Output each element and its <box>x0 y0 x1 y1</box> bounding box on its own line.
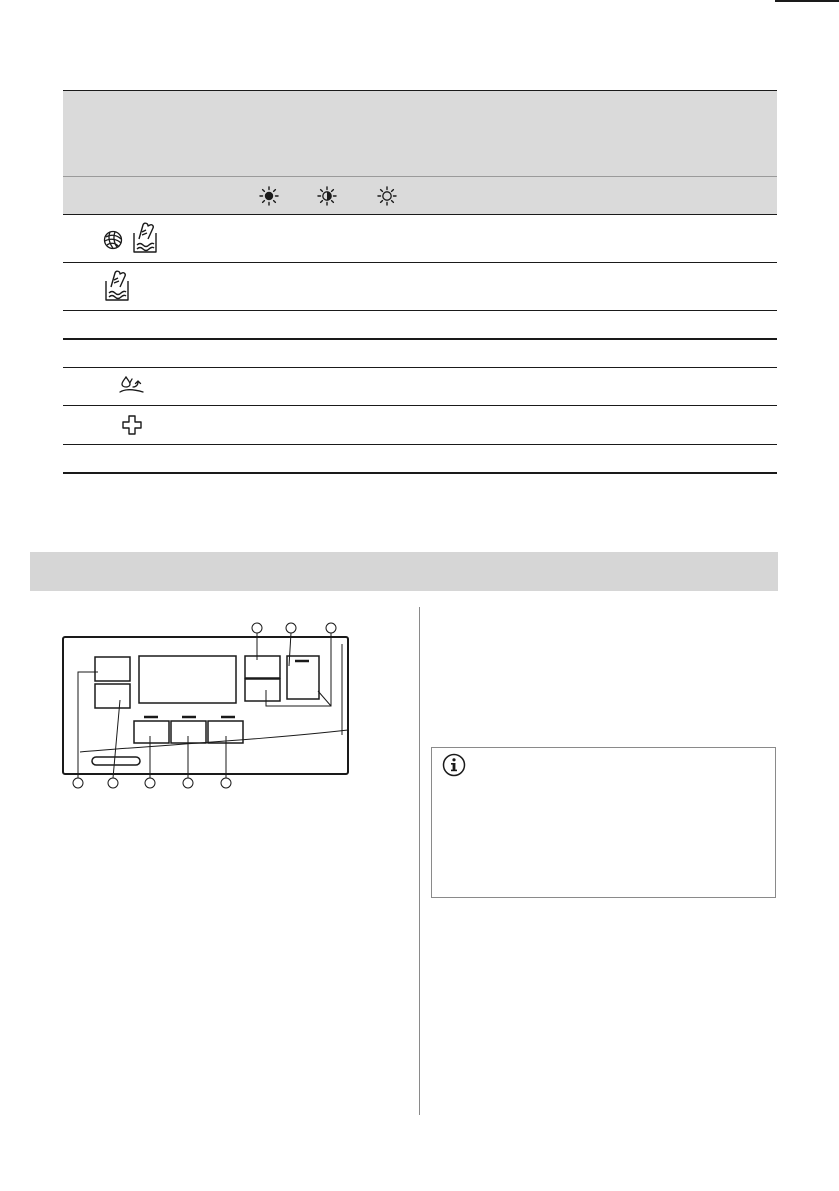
table-subheader <box>63 177 777 215</box>
table-row <box>63 406 777 445</box>
callout-marker <box>183 778 193 788</box>
callout-marker <box>145 778 155 788</box>
panel-button <box>245 656 280 678</box>
info-note <box>431 747 776 898</box>
callout-marker <box>326 623 336 633</box>
table-row <box>63 340 777 368</box>
panel-button <box>95 684 130 708</box>
table-row <box>63 368 777 406</box>
panel-display <box>139 656 236 703</box>
control-panel-diagram <box>60 615 360 790</box>
plus-icon <box>121 414 143 436</box>
wool-icon <box>102 229 124 251</box>
info-icon <box>442 753 466 777</box>
panel-button <box>245 679 280 701</box>
panel-slot <box>92 757 140 765</box>
drain-spin-icon <box>119 375 145 397</box>
callout-marker <box>286 623 296 633</box>
callout-marker <box>221 778 231 788</box>
section-header <box>30 552 778 591</box>
panel-curve <box>80 730 348 752</box>
sun-half-icon <box>317 186 337 206</box>
panel-button <box>287 656 319 699</box>
table-row <box>63 311 777 340</box>
table-row <box>63 445 777 474</box>
table-row <box>63 263 777 311</box>
callout-line <box>318 691 331 706</box>
column-divider <box>419 607 420 1115</box>
handwash-icon <box>131 221 159 255</box>
program-table <box>63 90 777 474</box>
sun-filled-icon <box>259 186 279 206</box>
table-header <box>63 90 777 177</box>
callout-marker <box>73 778 83 788</box>
callout-marker <box>108 778 118 788</box>
callout-marker <box>252 623 262 633</box>
handwash-icon <box>103 269 131 303</box>
panel-button <box>134 721 169 743</box>
sun-outline-icon <box>377 186 397 206</box>
callout-line <box>113 700 120 778</box>
table-row <box>63 215 777 263</box>
panel-button <box>95 657 130 681</box>
top-rule <box>775 0 839 2</box>
